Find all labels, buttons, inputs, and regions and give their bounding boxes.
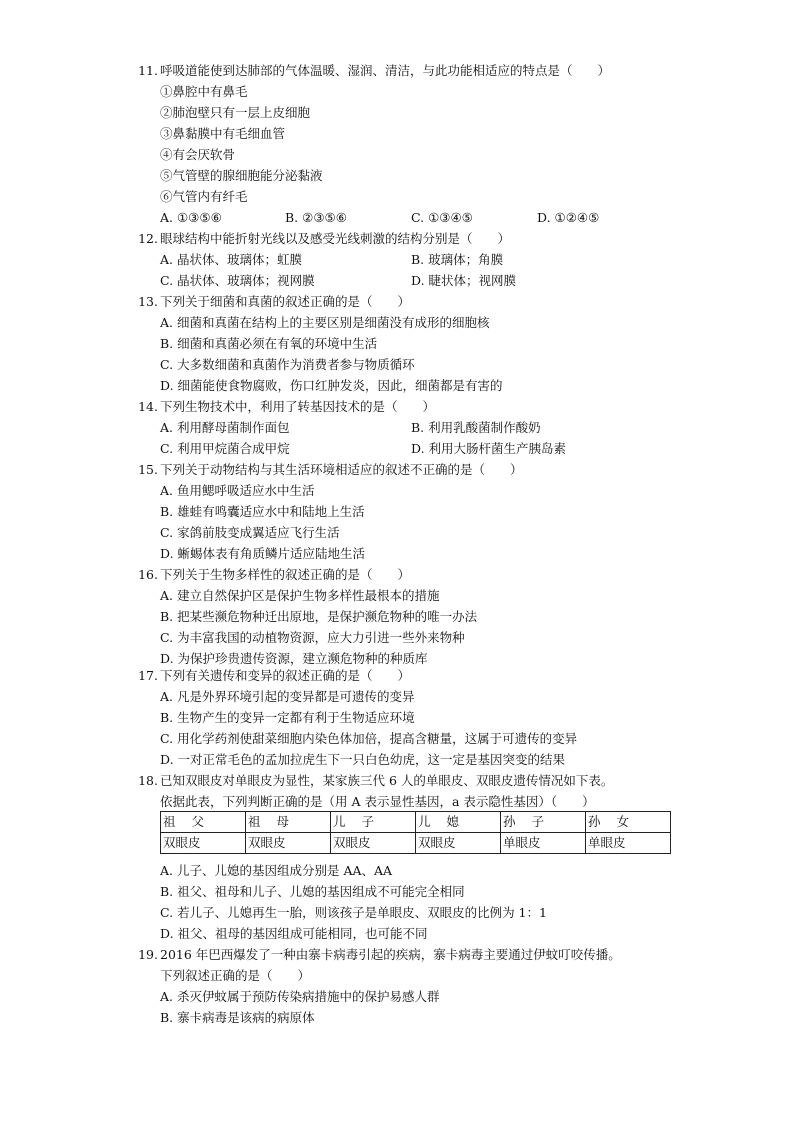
- table-header-row: [161, 812, 671, 833]
- statement-item: ③鼻黏膜中有毛细血管: [160, 126, 286, 141]
- table-cell: 双眼皮: [161, 833, 246, 854]
- question-stem: 下列有关遗传和变异的叙述正确的是（ ）: [160, 668, 411, 683]
- table-cell: 单眼皮: [501, 833, 586, 854]
- option-a: A. 建立自然保护区是保护生物多样性最根本的措施: [160, 588, 440, 603]
- question-stem: 下列关于动物结构与其生活环境相适应的叙述不正确的是（ ）: [160, 462, 523, 477]
- option-b: B. 祖父、祖母和儿子、儿媳的基因组成不可能完全相同: [160, 884, 465, 899]
- option-a: A. 利用酵母菌制作面包: [160, 420, 290, 435]
- option-a: A. 杀灭伊蚊属于预防传染病措施中的保护易感人群: [160, 989, 440, 1004]
- table-cell: 双眼皮: [246, 833, 331, 854]
- option-a: A. 晶状体、玻璃体；虹膜: [160, 252, 302, 267]
- question-number: 14.: [138, 399, 158, 414]
- question-number: 13.: [138, 294, 158, 309]
- option-b: B. ②③⑤⑥: [285, 210, 347, 225]
- question-number: 18.: [138, 773, 158, 788]
- option-d: D. ①②④⑤: [537, 210, 600, 225]
- question-stem: 呼吸道能使到达肺部的气体温暖、湿润、清洁，与此功能相适应的特点是（ ）: [160, 63, 611, 78]
- statement-item: ④有会厌软骨: [160, 147, 236, 162]
- question-number: 11.: [138, 63, 158, 78]
- option-b: B. 寨卡病毒是该病的病原体: [160, 1010, 315, 1025]
- question-stem: 下列关于生物多样性的叙述正确的是（ ）: [160, 567, 411, 582]
- table-cell: 双眼皮: [416, 833, 501, 854]
- option-b: B. 生物产生的变异一定都有利于生物适应环境: [160, 710, 415, 725]
- option-d: D. 一对正常毛色的孟加拉虎生下一只白色幼虎，这一定是基因突变的结果: [160, 752, 566, 767]
- question-number: 12.: [138, 231, 158, 246]
- option-d: D. 细菌能使食物腐败，伤口红肿发炎，因此，细菌都是有害的: [160, 378, 503, 393]
- option-a: A. 凡是外界环境引起的变异都是可遗传的变异: [160, 689, 415, 704]
- option-c: C. 利用甲烷菌合成甲烷: [160, 441, 290, 456]
- option-d: D. 为保护珍贵遗传资源，建立濒危物种的种质库: [160, 651, 428, 666]
- header-cell-grandson: 孙子: [501, 812, 586, 833]
- option-c: C. 若儿子、儿媳再生一胎，则该孩子是单眼皮、双眼皮的比例为 1：1: [160, 905, 547, 920]
- option-a: A. 儿子、儿媳的基因组成分别是 AA、AA: [160, 863, 393, 878]
- header-cell-daughter-in-law: 儿媳: [416, 812, 501, 833]
- statement-item: ①鼻腔中有鼻毛: [160, 84, 248, 99]
- header-cell-son: 儿子: [331, 812, 416, 833]
- question-stem: 2016 年巴西爆发了一种由寨卡病毒引起的疾病，寨卡病毒主要通过伊蚊叮咬传播。: [160, 947, 621, 962]
- question-stem: 已知双眼皮对单眼皮为显性，某家族三代 6 人的单眼皮、双眼皮遗传情况如下表。: [160, 773, 614, 788]
- option-b: B. 玻璃体；角膜: [411, 252, 504, 267]
- table-cell: 单眼皮: [586, 833, 671, 854]
- option-c: C. 家鸽前肢变成翼适应飞行生活: [160, 525, 340, 540]
- option-c: C. 晶状体、玻璃体；视网膜: [160, 273, 315, 288]
- option-c: C. 大多数细菌和真菌作为消费者参与物质循环: [160, 357, 415, 372]
- header-cell-granddaughter: 孙女: [586, 812, 671, 833]
- question-stem-continued: 下列叙述正确的是（ ）: [160, 968, 311, 983]
- question-stem: 眼球结构中能折射光线以及感受光线刺激的结构分别是（ ）: [160, 231, 511, 246]
- option-d: D. 睫状体；视网膜: [411, 273, 517, 288]
- question-stem-continued: 依据此表，下列判断正确的是（用 A 表示显性基因，a 表示隐性基因）（ ）: [160, 794, 595, 809]
- question-stem: 下列关于细菌和真菌的叙述正确的是（ ）: [160, 294, 411, 309]
- header-cell-grandmother: 祖母: [246, 812, 331, 833]
- statement-item: ⑤气管壁的腺细胞能分泌黏液: [160, 168, 323, 183]
- option-b: B. 利用乳酸菌制作酸奶: [411, 420, 541, 435]
- option-b: B. 把某些濒危物种迁出原地，是保护濒危物种的唯一办法: [160, 609, 478, 624]
- table-cell: 双眼皮: [331, 833, 416, 854]
- option-d: D. 利用大肠杆菌生产胰岛素: [411, 441, 567, 456]
- header-cell-grandfather: 祖父: [161, 812, 246, 833]
- table-row: [161, 833, 671, 854]
- option-c: C. 为丰富我国的动植物资源，应大力引进一些外来物种: [160, 630, 465, 645]
- question-number: 16.: [138, 567, 158, 582]
- question-number: 19.: [138, 947, 158, 962]
- question-number: 17.: [138, 668, 158, 683]
- option-b: B. 细菌和真菌必须在有氧的环境中生活: [160, 336, 378, 351]
- question-stem: 下列生物技术中，利用了转基因技术的是（ ）: [160, 399, 436, 414]
- option-c: C. ①③④⑤: [411, 210, 473, 225]
- option-a: A. ①③⑤⑥: [160, 210, 222, 225]
- option-d: D. 祖父、祖母的基因组成可能相同，也可能不同: [160, 926, 428, 941]
- inheritance-table: [160, 811, 671, 854]
- option-b: B. 雄蛙有鸣囊适应水中和陆地上生活: [160, 504, 365, 519]
- option-c: C. 用化学药剂使甜菜细胞内染色体加倍，提高含糖量，这属于可遗传的变异: [160, 731, 578, 746]
- option-d: D. 蜥蜴体表有角质鳞片适应陆地生活: [160, 546, 366, 561]
- statement-item: ⑥气管内有纤毛: [160, 189, 248, 204]
- statement-item: ②肺泡壁只有一层上皮细胞: [160, 105, 311, 120]
- option-a: A. 细菌和真菌在结构上的主要区别是细菌没有成形的细胞核: [160, 315, 490, 330]
- option-a: A. 鱼用鳃呼吸适应水中生活: [160, 483, 315, 498]
- question-number: 15.: [138, 462, 158, 477]
